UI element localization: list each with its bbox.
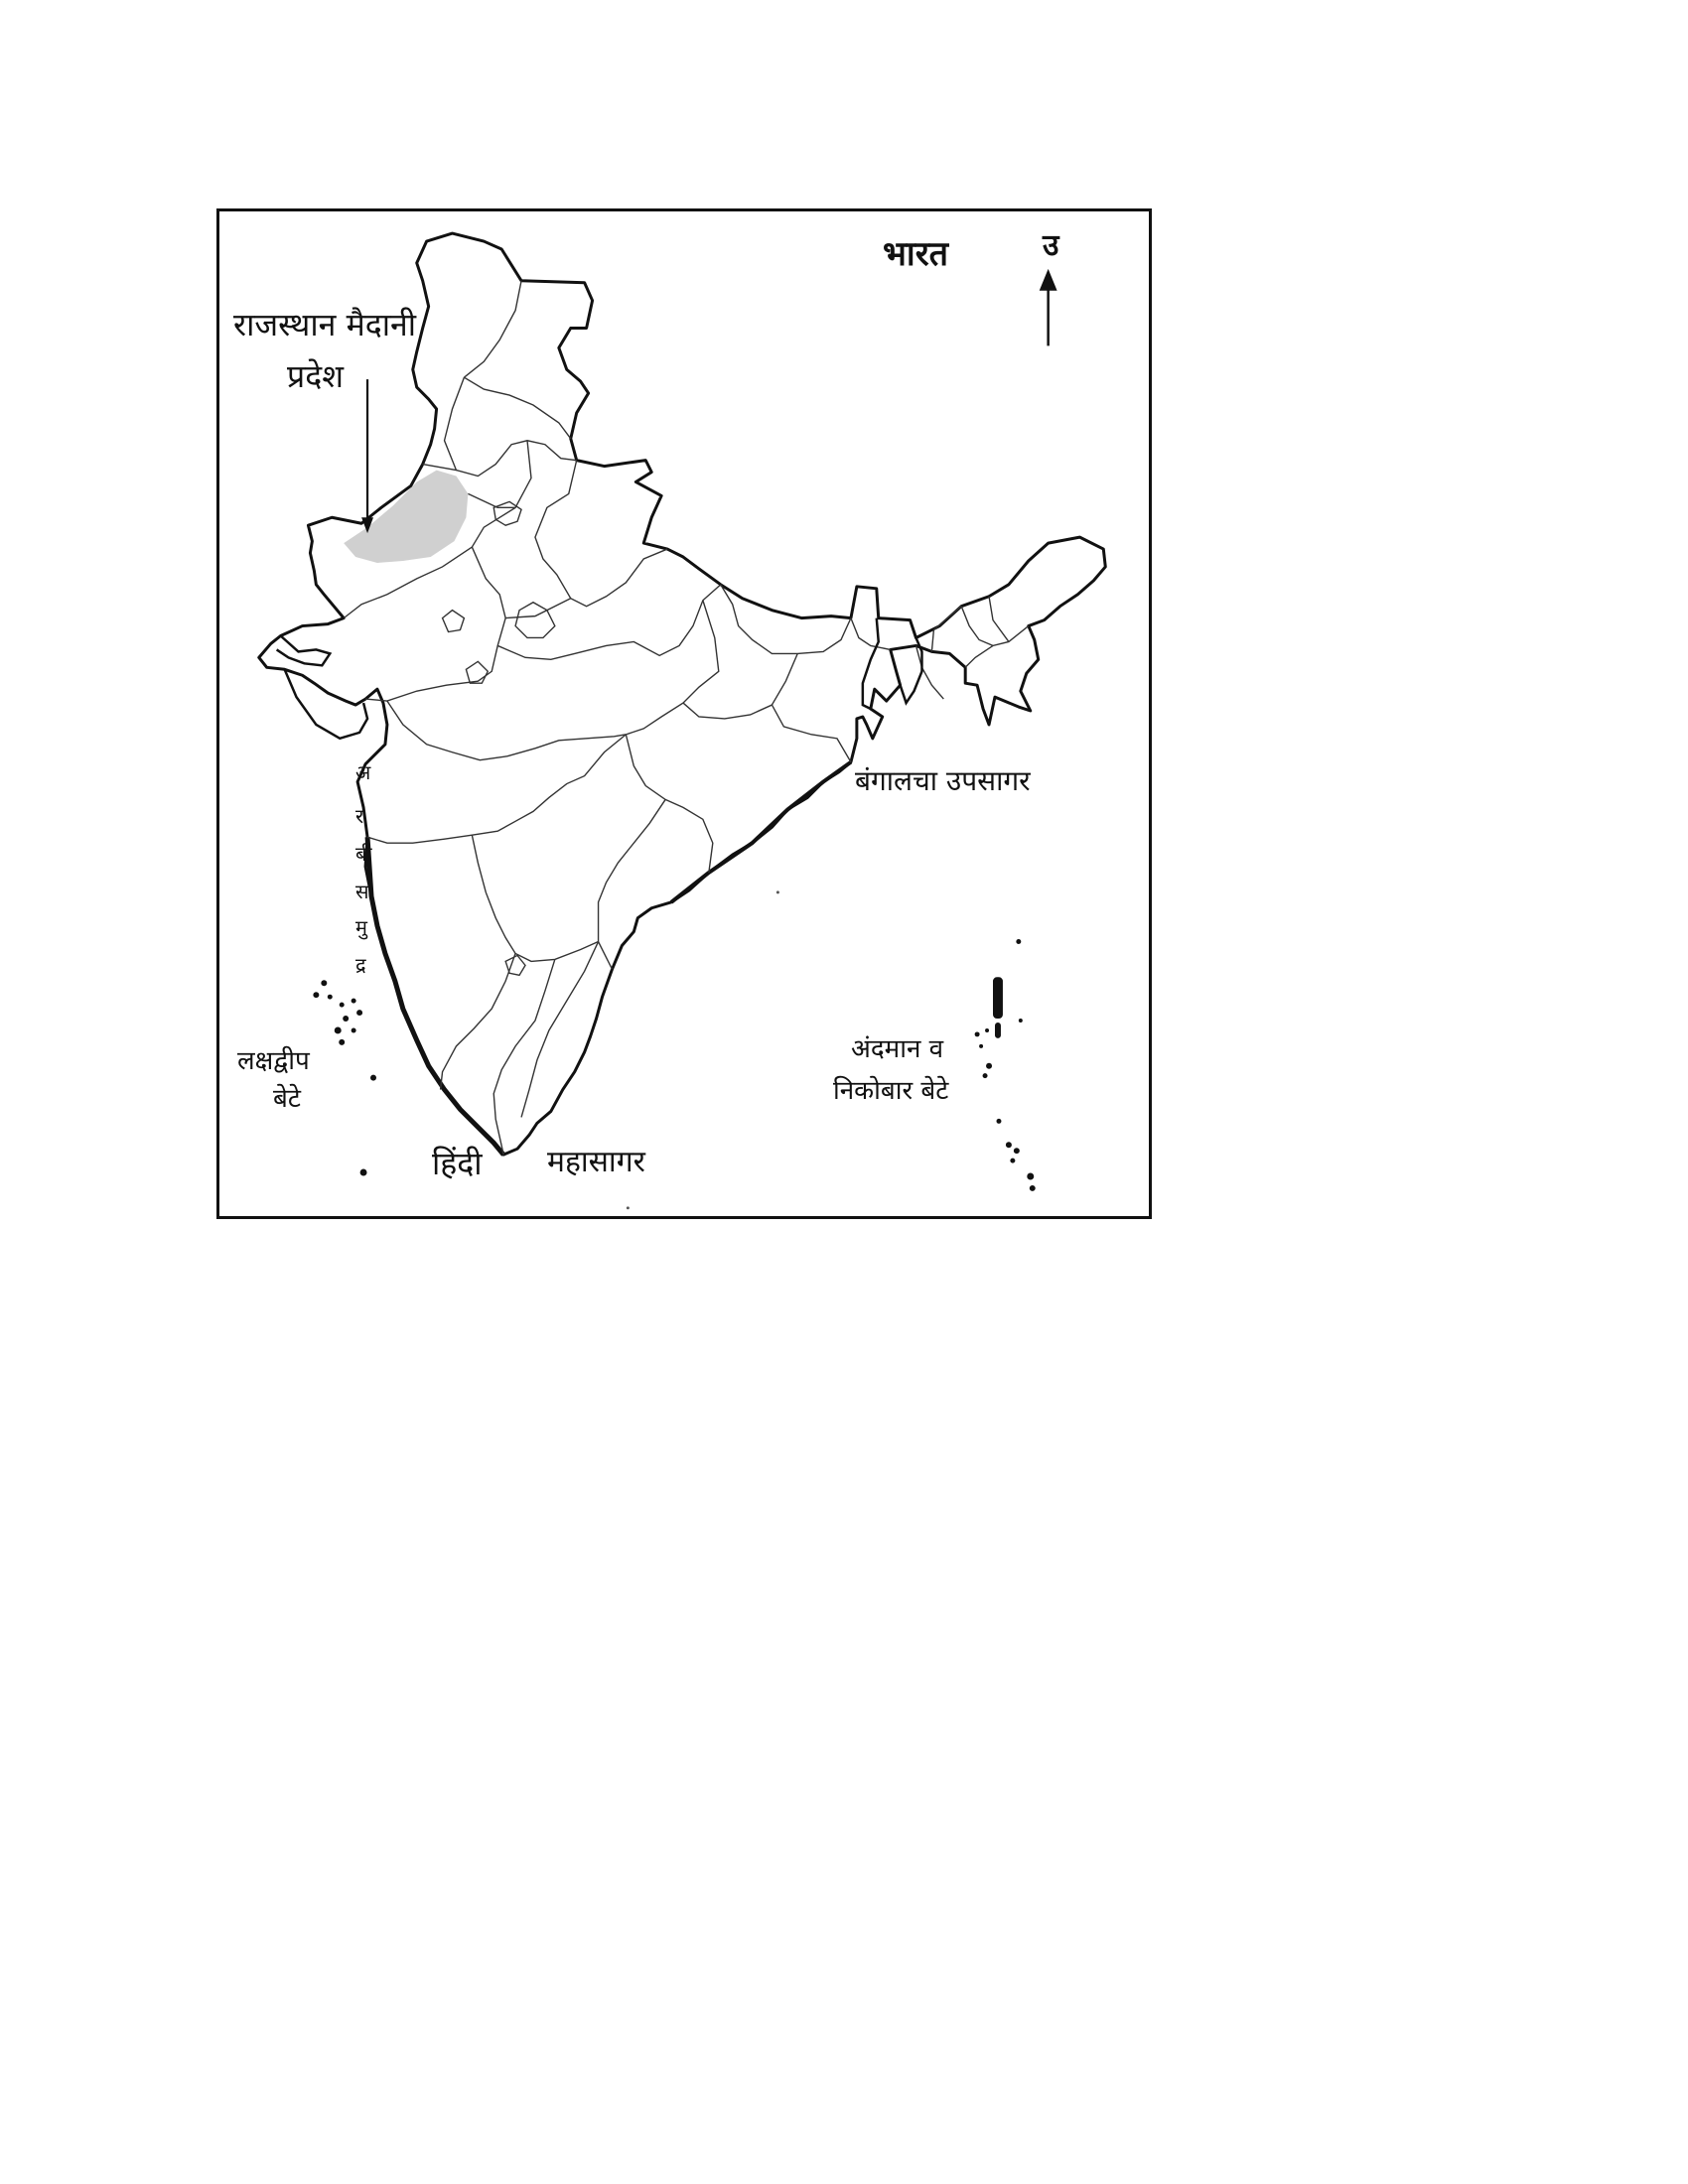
bangladesh-border <box>863 618 879 709</box>
andaman-label-line2: निकोबार बेटे <box>833 1076 949 1106</box>
arabian-sea-char: बी <box>355 842 372 866</box>
rajasthan-label-line1: राजस्थान मैदानी <box>233 306 417 343</box>
andaman-nicobar-islands <box>975 939 1036 1191</box>
north-arrow-label: उ <box>1043 228 1059 263</box>
eastern-coast-thick <box>671 762 851 902</box>
arabian-sea-char: द्र <box>355 953 366 977</box>
india-outline <box>259 233 1106 1155</box>
lakshadweep-label-line1: लक्षद्वीप <box>237 1046 310 1076</box>
map-frame <box>216 208 1152 1219</box>
andaman-label-line1: अंदमान व <box>851 1034 944 1064</box>
arabian-sea-char: मु <box>355 915 367 939</box>
map-title: भारत <box>883 234 948 274</box>
rajasthan-label-line2: प्रदेश <box>287 357 344 395</box>
rajasthan-shaded-region <box>344 471 468 563</box>
indian-ocean-label-part1: हिंदी <box>432 1145 483 1182</box>
lakshadweep-islands <box>313 980 376 1175</box>
india-map <box>219 211 1149 1216</box>
map-speck <box>627 1206 630 1209</box>
gujarat-coast-detail <box>277 636 331 666</box>
bay-of-bengal-label: बंगालचा उपसागर <box>855 764 1031 797</box>
arabian-sea-char: र <box>355 804 364 828</box>
arabian-sea-char: अ <box>355 760 371 784</box>
arabian-sea-char: स <box>355 880 369 903</box>
north-arrow-head <box>1040 269 1057 291</box>
map-speck <box>776 890 779 893</box>
state-boundaries <box>344 281 1029 1155</box>
lakshadweep-label-line2: बेटे <box>273 1084 301 1114</box>
indian-ocean-label-part2: महासागर <box>547 1145 645 1179</box>
